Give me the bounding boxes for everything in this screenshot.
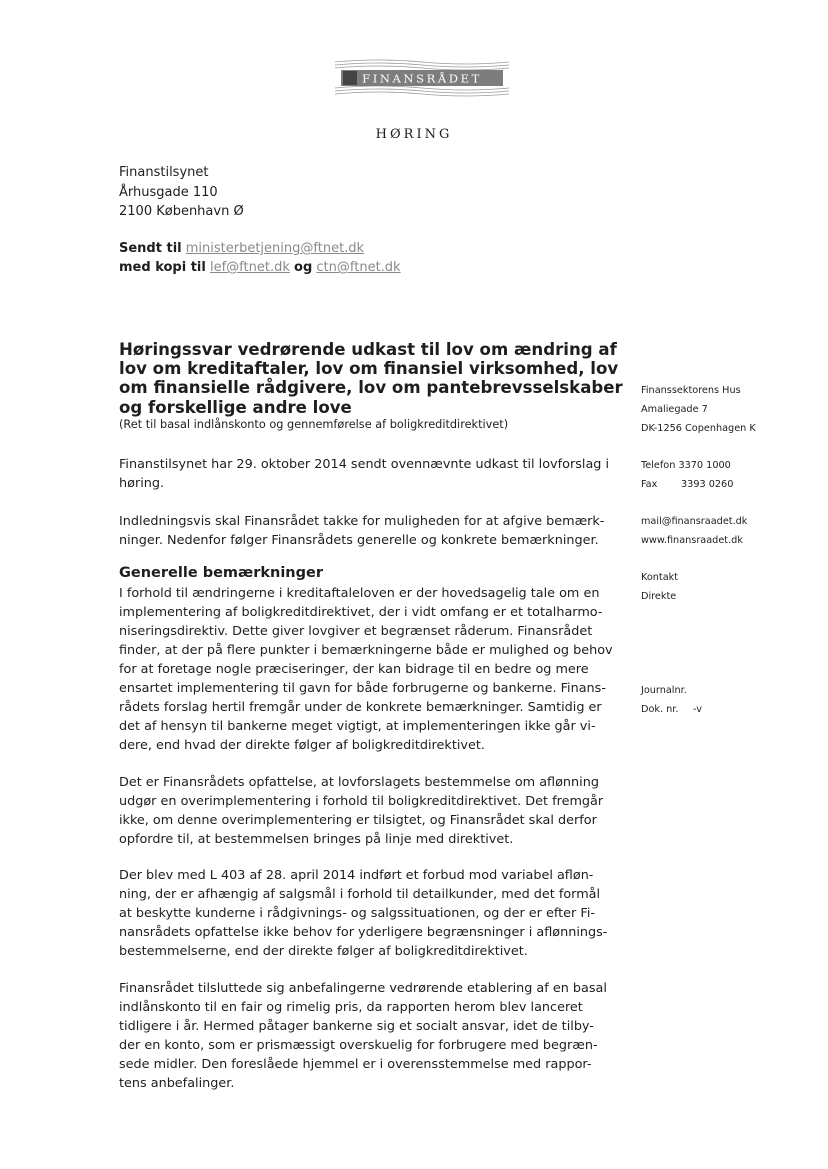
sidebar-address	[641, 381, 756, 438]
finansraadet-logo	[333, 58, 511, 98]
paragraph-line: Indledningsvis skal Finansrådet takke for muligheden for at afgive bemærk-	[119, 514, 605, 529]
sidebar-dok	[641, 700, 702, 719]
paragraph-line: udgør en overimplementering i forhold til boligkreditdirektivet. Det fremgår	[119, 794, 604, 809]
logo-text: FINANSRÅDET	[362, 71, 482, 86]
paragraph-line: høring.	[119, 476, 165, 491]
paragraph-line: nansrådets opfattelse ikke behov for yderligere begrænsninger i aflønnings-	[119, 925, 608, 940]
fax-label: Fax	[641, 479, 658, 490]
paragraph-line: Finansrådet tilsluttede sig anbefalingerne vedrørende etablering af en basal	[119, 981, 607, 996]
cc-email-link[interactable]: ctn@ftnet.dk	[316, 260, 401, 275]
title-line: Høringssvar vedrørende udkast til lov om ændring af	[119, 340, 617, 359]
paragraph-line: ensartet implementering til gavn for både forbrugerne og bankerne. Finans-	[119, 681, 606, 696]
paragraph-line: ning, der er afhængig af salgsmål i forhold til detailkunder, med det formål	[119, 887, 601, 902]
section-heading: Generelle bemærkninger	[119, 565, 323, 581]
paragraph-5	[119, 866, 609, 961]
paragraph-line: rådets forslag hertil fremgår under de konkrete bemærkninger. Samtidig er	[119, 700, 602, 715]
dok-label: Dok. nr.	[641, 704, 679, 715]
paragraph-line: opfordre til, at bestemmelsen bringes på linje med direktivet.	[119, 832, 514, 847]
paragraph-line: sede midler. Den foreslåede hjemmel er i overensstemmelse med rappor-	[119, 1057, 592, 1072]
sidebar-web-block	[641, 512, 747, 550]
sidebar-direct: Direkte	[641, 591, 677, 602]
paragraph-line: Finanstilsynet har 29. oktober 2014 sendt ovennævnte udkast til lovforslag i	[119, 457, 610, 472]
paragraph-line: implementering af boligkreditdirektivet, der i vidt omfang er et totalharmo-	[119, 605, 603, 620]
sidebar-street: Amaliegade 7	[641, 404, 708, 415]
sidebar-fax	[641, 475, 733, 494]
paragraph-line: at beskytte kunderne i rådgivnings- og salgssituationen, og der er efter Fi-	[119, 906, 595, 921]
sidebar-website[interactable]: www.finansraadet.dk	[641, 535, 743, 546]
sidebar-city: DK-1256 Copenhagen K	[641, 423, 756, 434]
cc-email-link[interactable]: lef@ftnet.dk	[209, 260, 290, 275]
sidebar-email[interactable]: mail@finansraadet.dk	[641, 516, 748, 527]
cc-label: med kopi til	[119, 260, 206, 275]
paragraph-2	[119, 512, 609, 550]
paragraph-line: der en konto, som er prismæssigt overskuelig for forbrugere med begræn-	[119, 1038, 598, 1053]
paragraph-line: finder, at der på flere punkter i bemærkningerne både er mulighed og behov	[119, 643, 613, 658]
recipient-address	[119, 163, 244, 222]
paragraph-line: niseringsdirektiv. Dette giver lovgiver et begrænset råderum. Finansrådet	[119, 624, 593, 639]
paragraph-line: bestemmelserne, end der direkte følger af boligkreditdirektivet.	[119, 944, 528, 959]
paragraph-line: tens anbefalinger.	[119, 1076, 235, 1091]
sidebar-contact-block	[641, 568, 678, 606]
paragraph-line: det af hensyn til bankerne meget vigtigt, at implementeringen ikke går vi-	[119, 719, 596, 734]
cc-and: og	[294, 260, 313, 275]
title-line: om finansielle rådgivere, lov om pantebrevsselskaber	[119, 378, 623, 398]
document-title	[119, 340, 623, 417]
recipient-line: 2100 København Ø	[119, 204, 244, 219]
paragraph-line: Det er Finansrådets opfattelse, at lovforslagets bestemmelse om aflønning	[119, 775, 599, 790]
paragraph-3	[119, 584, 613, 755]
paragraph-6	[119, 979, 609, 1093]
paragraph-line: Der blev med L 403 af 28. april 2014 indført et forbud mod variabel afløn-	[119, 868, 594, 883]
fax-number: 3393 0260	[681, 479, 734, 490]
title-line: og forskellige andre love	[119, 397, 352, 417]
paragraph-line: ikke, om denne overimplementering er tilsigtet, og Finansrådet skal derfor	[119, 813, 597, 828]
title-line: lov om kreditaftaler, lov om finansiel virksomhed, lov	[119, 359, 619, 379]
recipient-line: Finanstilsynet	[119, 165, 209, 180]
paragraph-1	[119, 455, 609, 493]
recipient-line: Århusgade 110	[119, 184, 218, 200]
document-heading: HØRING	[375, 127, 453, 142]
document-subtitle: (Ret til basal indlånskonto og gennemførelse af boligkreditdirektivet)	[119, 418, 509, 431]
sidebar-phone: Telefon 3370 1000	[641, 460, 731, 471]
sent-to-label: Sendt til	[119, 241, 182, 256]
dok-value: -v	[693, 704, 702, 715]
sidebar-contact: Kontakt	[641, 572, 679, 583]
paragraph-line: tidligere i år. Hermed påtager bankerne sig et socialt ansvar, idet de tilby-	[119, 1019, 594, 1034]
paragraph-line: indlånskonto til en fair og rimelig pris, da rapporten herom blev lanceret	[119, 1000, 583, 1015]
sidebar-phone-block	[641, 456, 733, 494]
paragraph-line: for at foretage nogle præciseringer, der kan bidrage til en bedre og mere	[119, 662, 589, 677]
paragraph-4	[119, 773, 609, 849]
sidebar-journal-block	[641, 681, 702, 719]
sidebar-journal: Journalnr.	[641, 685, 687, 696]
paragraph-line: dere, end hvad der direkte følger af boligkreditdirektivet.	[119, 738, 485, 753]
sent-to-block	[119, 239, 401, 277]
paragraph-line: ninger. Nedenfor følger Finansrådets generelle og konkrete bemærkninger.	[119, 533, 599, 548]
paragraph-line: I forhold til ændringerne i kreditaftaleloven er der hovedsagelig tale om en	[119, 586, 600, 601]
sent-to-email-link[interactable]: ministerbetjening@ftnet.dk	[185, 241, 365, 256]
sidebar-org: Finanssektorens Hus	[641, 385, 741, 396]
